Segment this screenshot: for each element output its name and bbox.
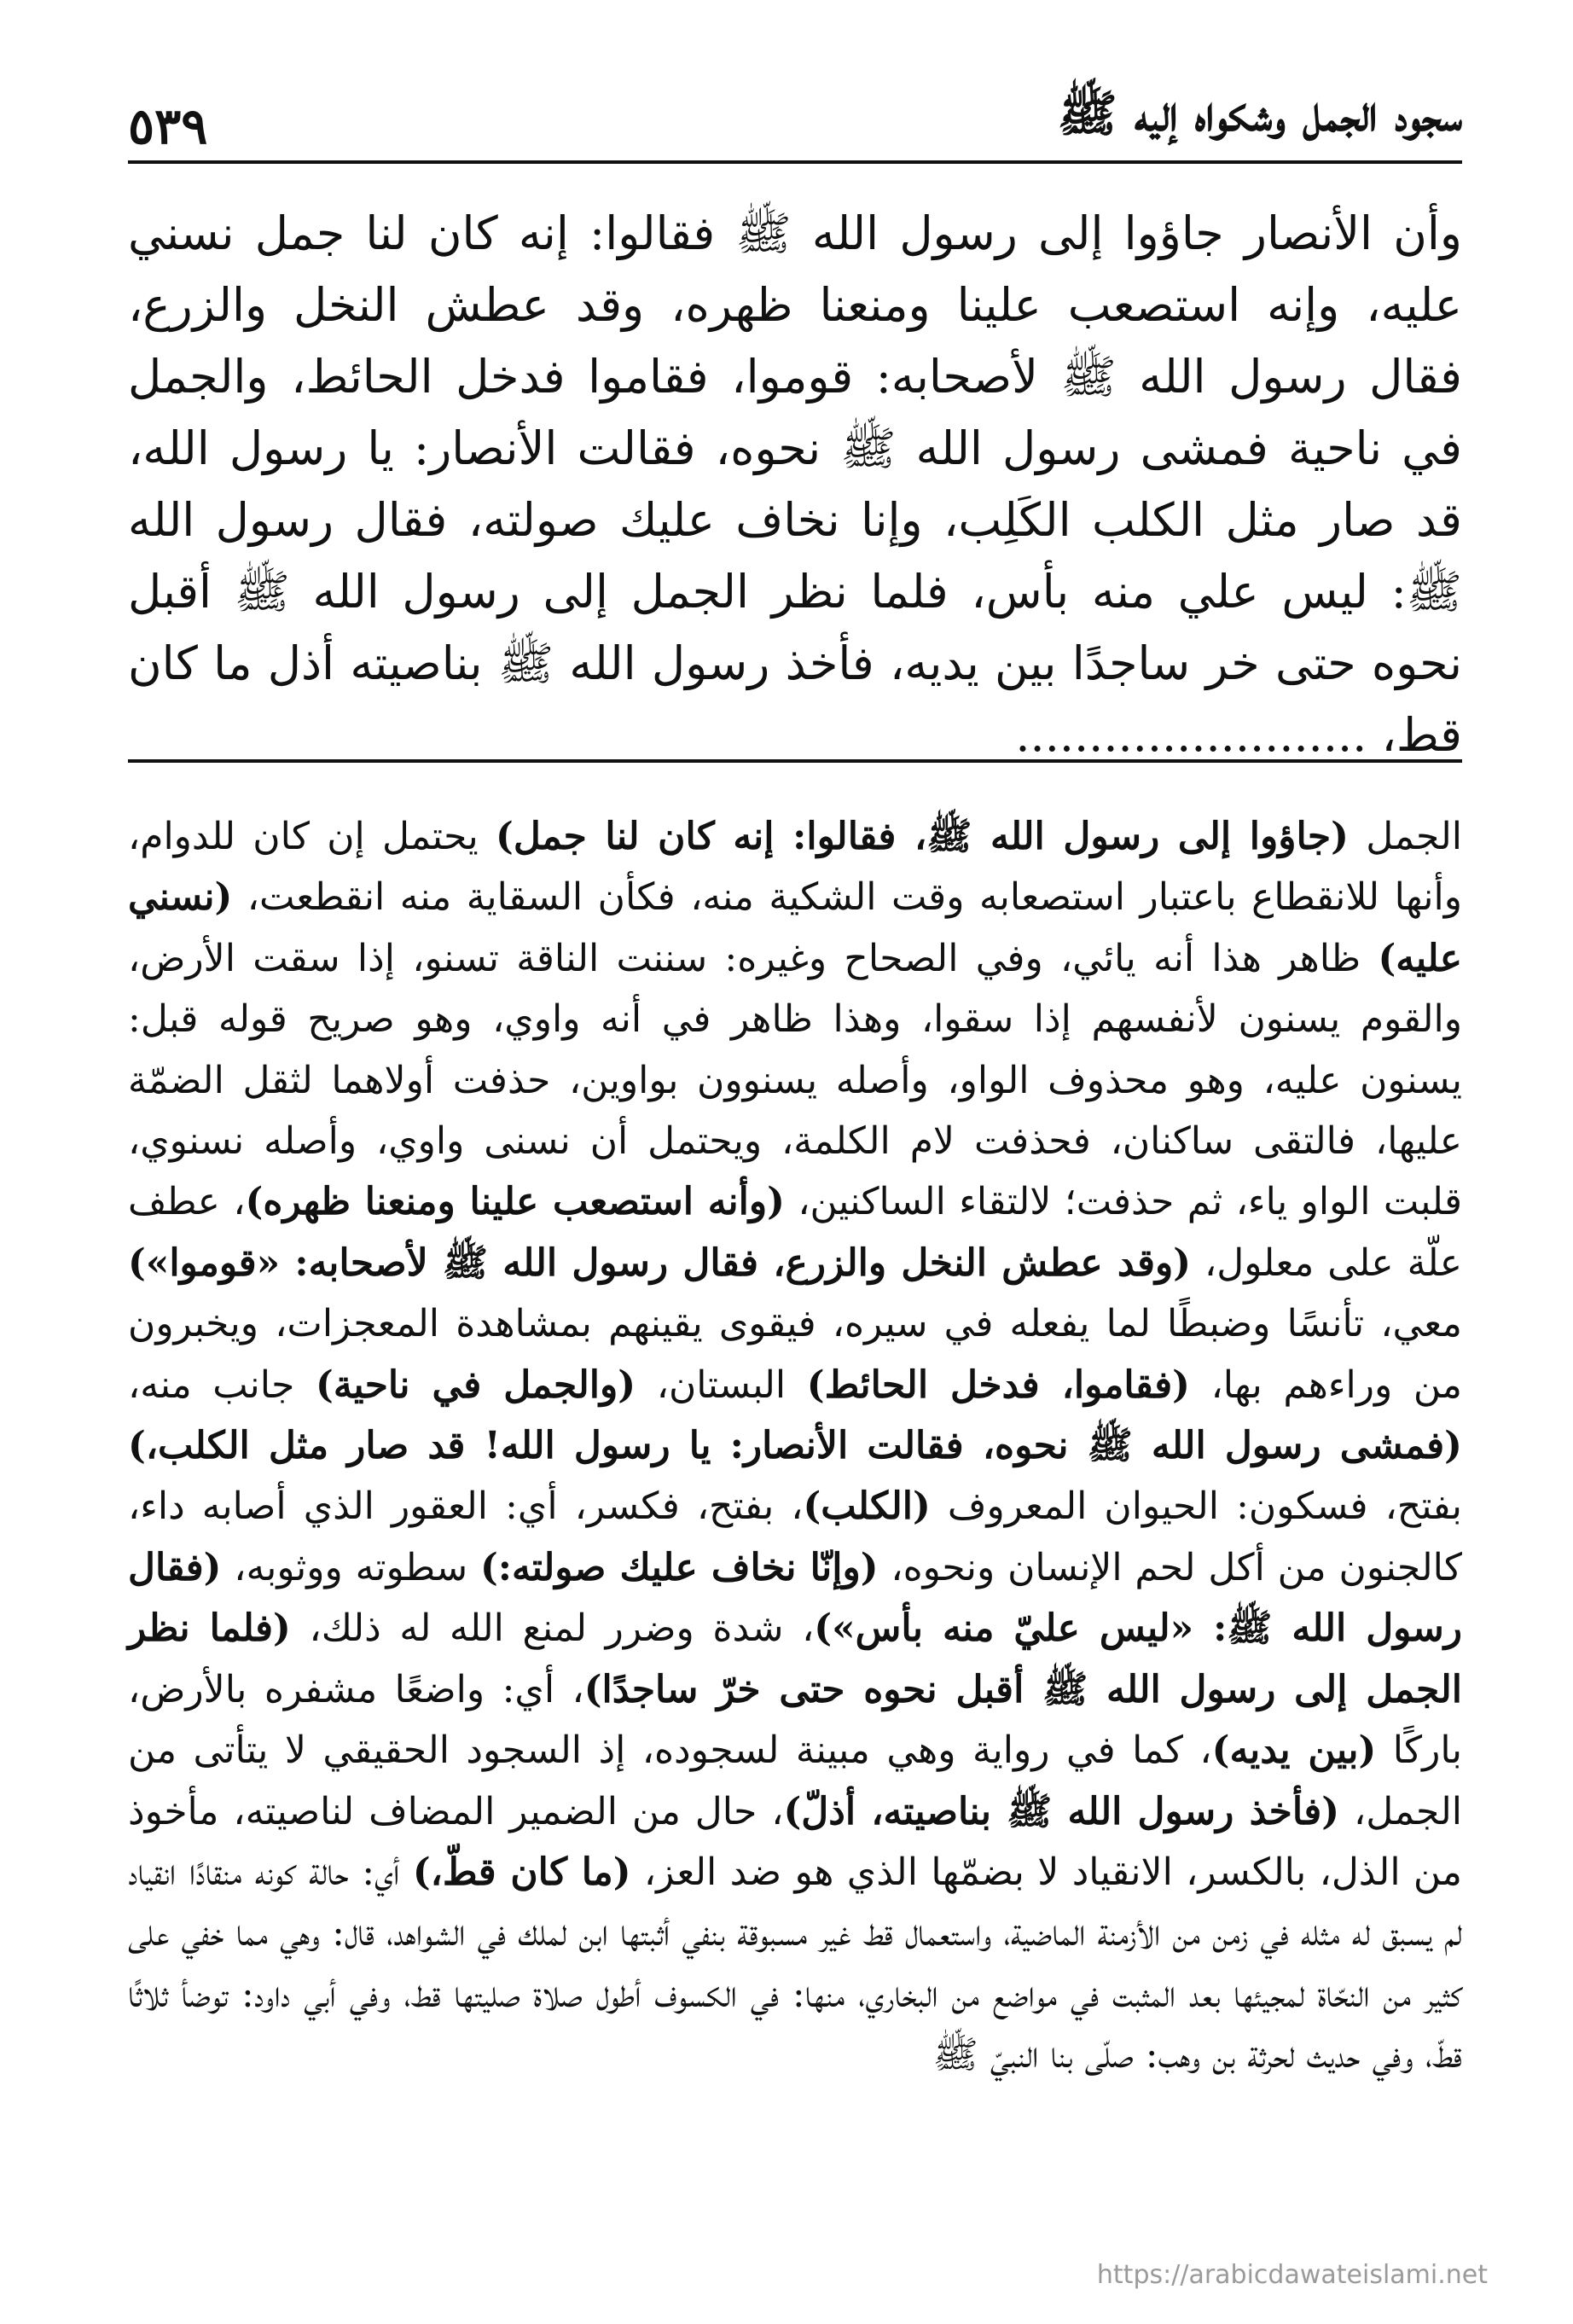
dotted-leader: ........................ (1015, 708, 1367, 762)
page-header (128, 78, 1462, 155)
commentary-explanation: بفتح، فسكون: الحيوان المعروف (930, 1484, 1462, 1529)
commentary-quoted-text: (فمشى رسول الله ﷺ نحوه، فقالت الأنصار: يا رسول الله! قد صار مثل الكلب،) (128, 1424, 1462, 1468)
commentary-explanation: ، شدة وضرر لمنع الله له ذلك، (290, 1606, 815, 1651)
commentary-explanation: أي: حالة كونه منقادًا انقياد لم يسبق له مثله في زمن من الأزمنة الماضية، واستعمال قط غير مسبوقة بنفي أثبتها ابن لملك في الشواهد، قال: وهي مما خفي على كثير من النحّاة لمجيئها بعد المثبت في مواضع من البخاري، منها: في الكسوف أطول صلاة صليتها قط، وفي أبي داود: توضأ ثلاثًا قطّ، وفي حديث لحرثة بن وهب: صلّى بنا النبيّ ﷺ (128, 1850, 1462, 2077)
commentary-quoted-text: (فقال رسول الله ﷺ: «ليس عليّ منه بأس») (128, 1545, 1463, 1651)
commentary-explanation: معي، تأنسًا وضبطًا لما يفعله في سيره، فيقوى يقينهم بمشاهدة المعجزات، ويخبرون من وراءهم بها، (128, 1302, 1462, 1407)
commentary-quoted-text: (وإنّا نخاف عليك صولته:) (479, 1545, 879, 1589)
commentary-quoted-text: (وقد عطش النخل والزرع، فقال رسول الله ﷺ لأصحابه: «قوموا») (128, 1240, 1192, 1285)
commentary-paragraph (128, 806, 1462, 2086)
commentary-quoted-text: (وأنه استصعب علينا ومنعنا ظهره) (245, 1180, 785, 1224)
commentary-quoted-text: (ما كان قطّ،) (412, 1850, 631, 1894)
commentary-explanation: ، بفتح، فكسر، أي: العقور الذي أصابه داء، كالجنون من أكل لحم الإنسان ونحوه، (128, 1484, 1462, 1589)
commentary-separator (128, 759, 1462, 763)
commentary-quoted-text: (فأخذ رسول الله ﷺ بناصيته، أذلّ) (783, 1789, 1340, 1833)
commentary-explanation: ، حال من الضمير المضاف لناصيته، مأخوذ من الذل، بالكسر، الانقياد لا بضمّها الذي هو ضد العز، (128, 1789, 1462, 1894)
commentary-explanation: الجمل (1348, 815, 1463, 858)
commentary-explanation: ، أي: واضعًا مشفره بالأرض، باركًا (128, 1667, 1462, 1773)
commentary-quoted-text: (فلما نظر الجمل إلى رسول الله ﷺ أقبل نحوه حتى خرّ ساجدًا) (128, 1606, 1462, 1711)
hadith-text (128, 198, 1462, 771)
header-rule (128, 160, 1462, 164)
commentary-quoted-text: (والجمل في ناحية) (316, 1362, 636, 1407)
commentary-explanation: يحتمل إن كان للدوام، وأنها للانقطاع باعتبار استصعابه وقت الشكية منه، فكأن السقاية منه انقطعت، (128, 815, 1462, 920)
running-title: سجود الجمل وشكواه إليه ﷺ (1057, 84, 1462, 142)
commentary-explanation: ، عطف علّة على معلول، (128, 1180, 1462, 1285)
commentary-quoted-text: (فقاموا، فدخل الحائط) (806, 1362, 1190, 1407)
commentary-quoted-text: (الكلب) (803, 1484, 931, 1529)
commentary-explanation: ظاهر هذا أنه يائي، وفي الصحاح وغيره: سننت الناقة تسنو، إذا سقت الأرض، والقوم يسنون لأنفسهم إذا سقوا، وهذا ظاهر في أنه واوي، وهو صريح قوله قبل: يسنون عليه، وهو محذوف الواو، وأصله يسنوون بواوين، حذفت أولاهما لثقل الضمّة عليها، فالتقى ساكنان، فحذفت لام الكلمة، ويحتمل أن نسنى واوي، وأصله نسنوي، قلبت الواو ياء، ثم حذفت؛ لالتقاء الساكنين، (128, 936, 1463, 1224)
hadith-body: وأن الأنصار جاؤوا إلى رسول الله ﷺ فقالوا: إنه كان لنا جمل نسني عليه، وإنه استصعب علينا ومنعنا ظهره، وقد عطش النخل والزرع، فقال رسول الله ﷺ لأصحابه: قوموا، فقاموا فدخل الحائط، والجمل في ناحية فمشى رسول الله ﷺ نحوه، فقالت الأنصار: يا رسول الله، قد صار مثل الكلب الكَلِب، وإنا نخاف عليك صولته، فقال رسول الله ﷺ: ليس علي منه بأس، فلما نظر الجمل إلى رسول الله ﷺ أقبل نحوه حتى خر ساجدًا بين يديه، فأخذ رسول الله ﷺ بناصيته أذل ما كان قط، (128, 206, 1462, 762)
commentary-explanation: سطوته ووثوبه، (221, 1545, 480, 1589)
commentary-explanation: جانب منه، (128, 1362, 316, 1407)
page-number: ٥٣٩ (128, 97, 208, 155)
commentary-explanation: البستان، (636, 1362, 807, 1407)
hadith-paragraph (128, 198, 1462, 771)
commentary-quoted-text: (جاؤوا إلى رسول الله ﷺ، فقالوا: إنه كان لنا جمل) (496, 815, 1349, 858)
commentary-text (128, 806, 1462, 2086)
watermark-url: https://arabicdawateislami.net (1096, 2260, 1488, 2290)
commentary-quoted-text: (بين يديه) (1211, 1728, 1377, 1773)
commentary-quoted-text: (نسني عليه) (128, 875, 1462, 980)
commentary-explanation: ، كما في رواية وهي مبينة لسجوده، إذ السجود الحقيقي لا يتأتى من الجمل، (128, 1728, 1463, 1833)
